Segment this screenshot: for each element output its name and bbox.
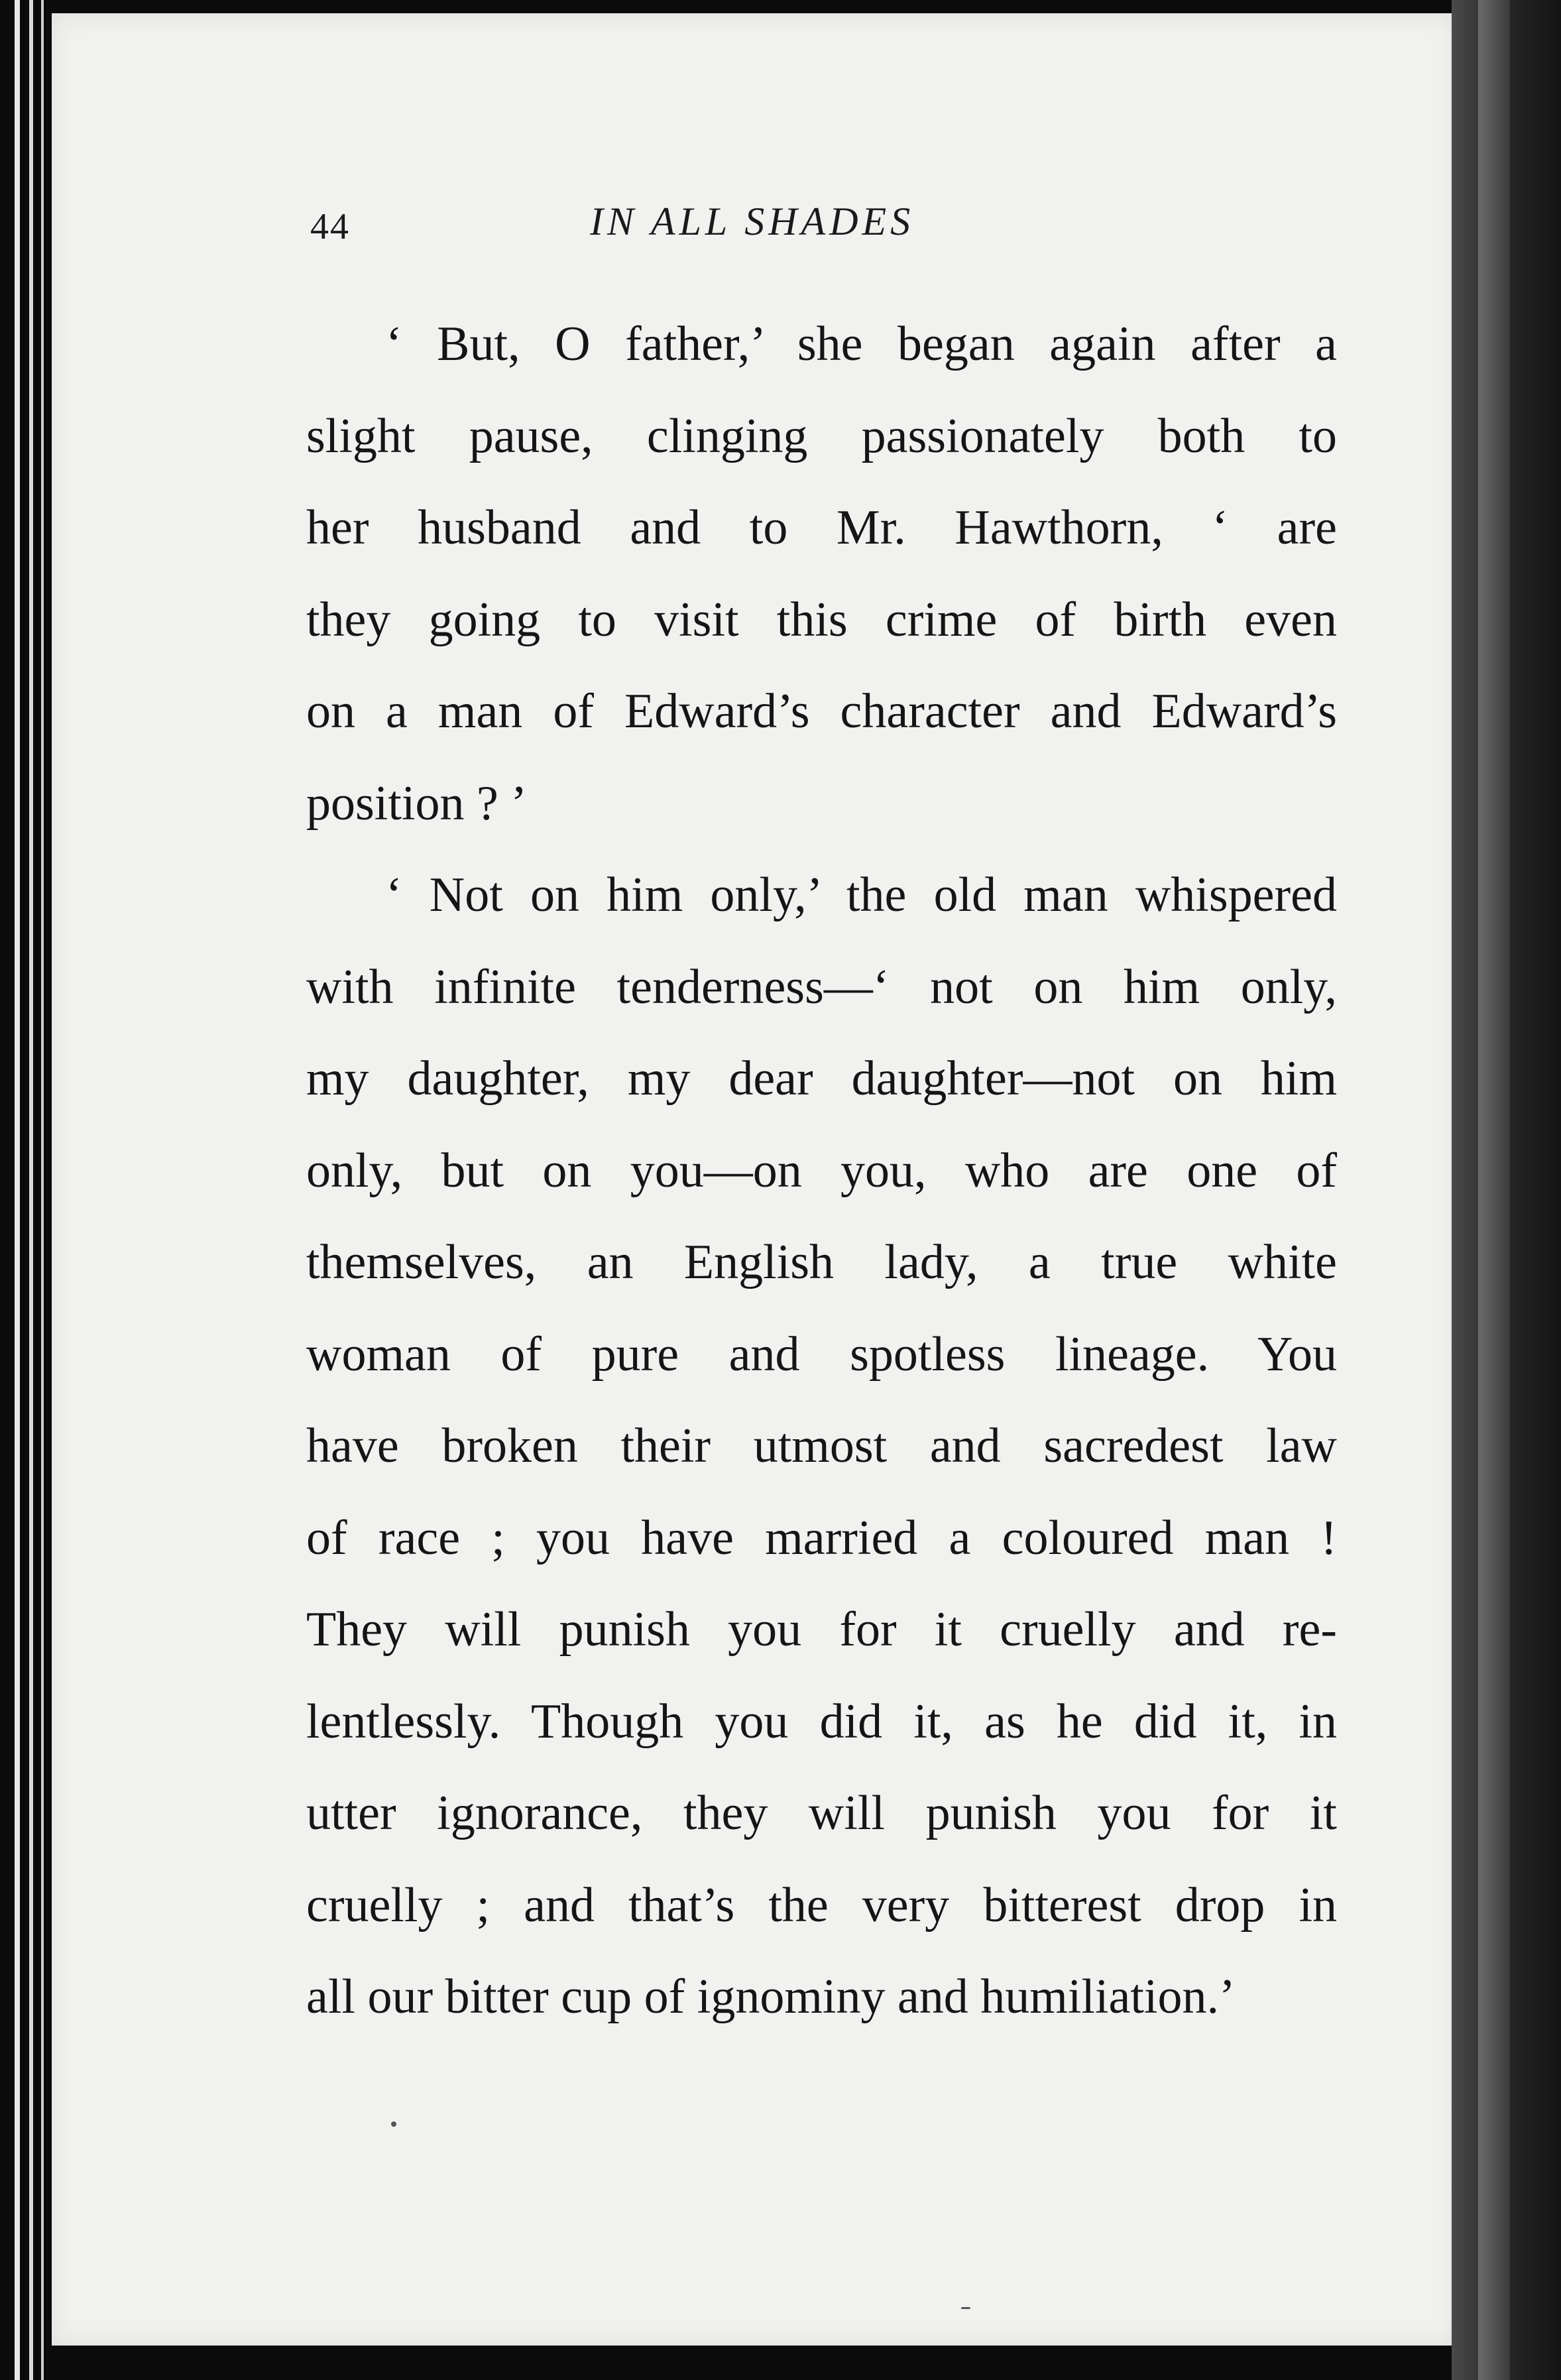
text-line: woman of pure and spotless lineage. You — [306, 1327, 1337, 1382]
text-line: utter ignorance, they will punish you for it — [306, 1786, 1337, 1840]
text-line: of race ; you have married a coloured man ! — [306, 1510, 1337, 1565]
print-speck — [961, 2307, 970, 2309]
text-line: slight pause, clinging passionately both to — [306, 408, 1337, 463]
paragraph — [306, 298, 1337, 849]
text-line: they going to visit this crime of birth even — [306, 592, 1337, 647]
text-line: lentlessly. Though you did it, as he did it, in — [306, 1694, 1337, 1749]
book-spine-shadow — [1452, 0, 1561, 2380]
text-line: with infinite tenderness—‘ not on him only, — [306, 959, 1337, 1014]
print-speck — [391, 2121, 396, 2127]
paragraph — [306, 849, 1337, 2043]
page-number: 44 — [310, 206, 350, 247]
page-edge — [15, 0, 20, 2380]
text-line: ‘ But, O father,’ she began again after a — [386, 317, 1337, 371]
text-line: all our bitter cup of ignominy and humiliation.’ — [306, 1970, 1236, 2024]
text-line: ‘ Not on him only,’ the old man whispered — [386, 868, 1337, 922]
body-text — [306, 298, 1337, 2043]
running-head: IN ALL SHADES — [590, 200, 915, 243]
text-line: her husband and to Mr. Hawthorn, ‘ are — [306, 501, 1337, 555]
page-edge — [41, 0, 44, 2380]
text-line: only, but on you—on you, who are one of — [306, 1143, 1337, 1198]
text-line: themselves, an English lady, a true white — [306, 1235, 1337, 1289]
text-line: cruelly ; and that’s the very bitterest drop in — [306, 1877, 1337, 1933]
text-line: my daughter, my dear daughter—not on him — [306, 1051, 1337, 1106]
page-edge — [29, 0, 33, 2380]
text-line: on a man of Edward’s character and Edward’s — [306, 684, 1337, 739]
page-header — [259, 199, 1346, 259]
text-line: have broken their utmost and sacredest law — [306, 1419, 1337, 1473]
text-line: They will punish you for it cruelly and re- — [306, 1602, 1337, 1657]
text-line: position ? ’ — [306, 776, 527, 831]
spine-strip — [1478, 0, 1510, 2380]
